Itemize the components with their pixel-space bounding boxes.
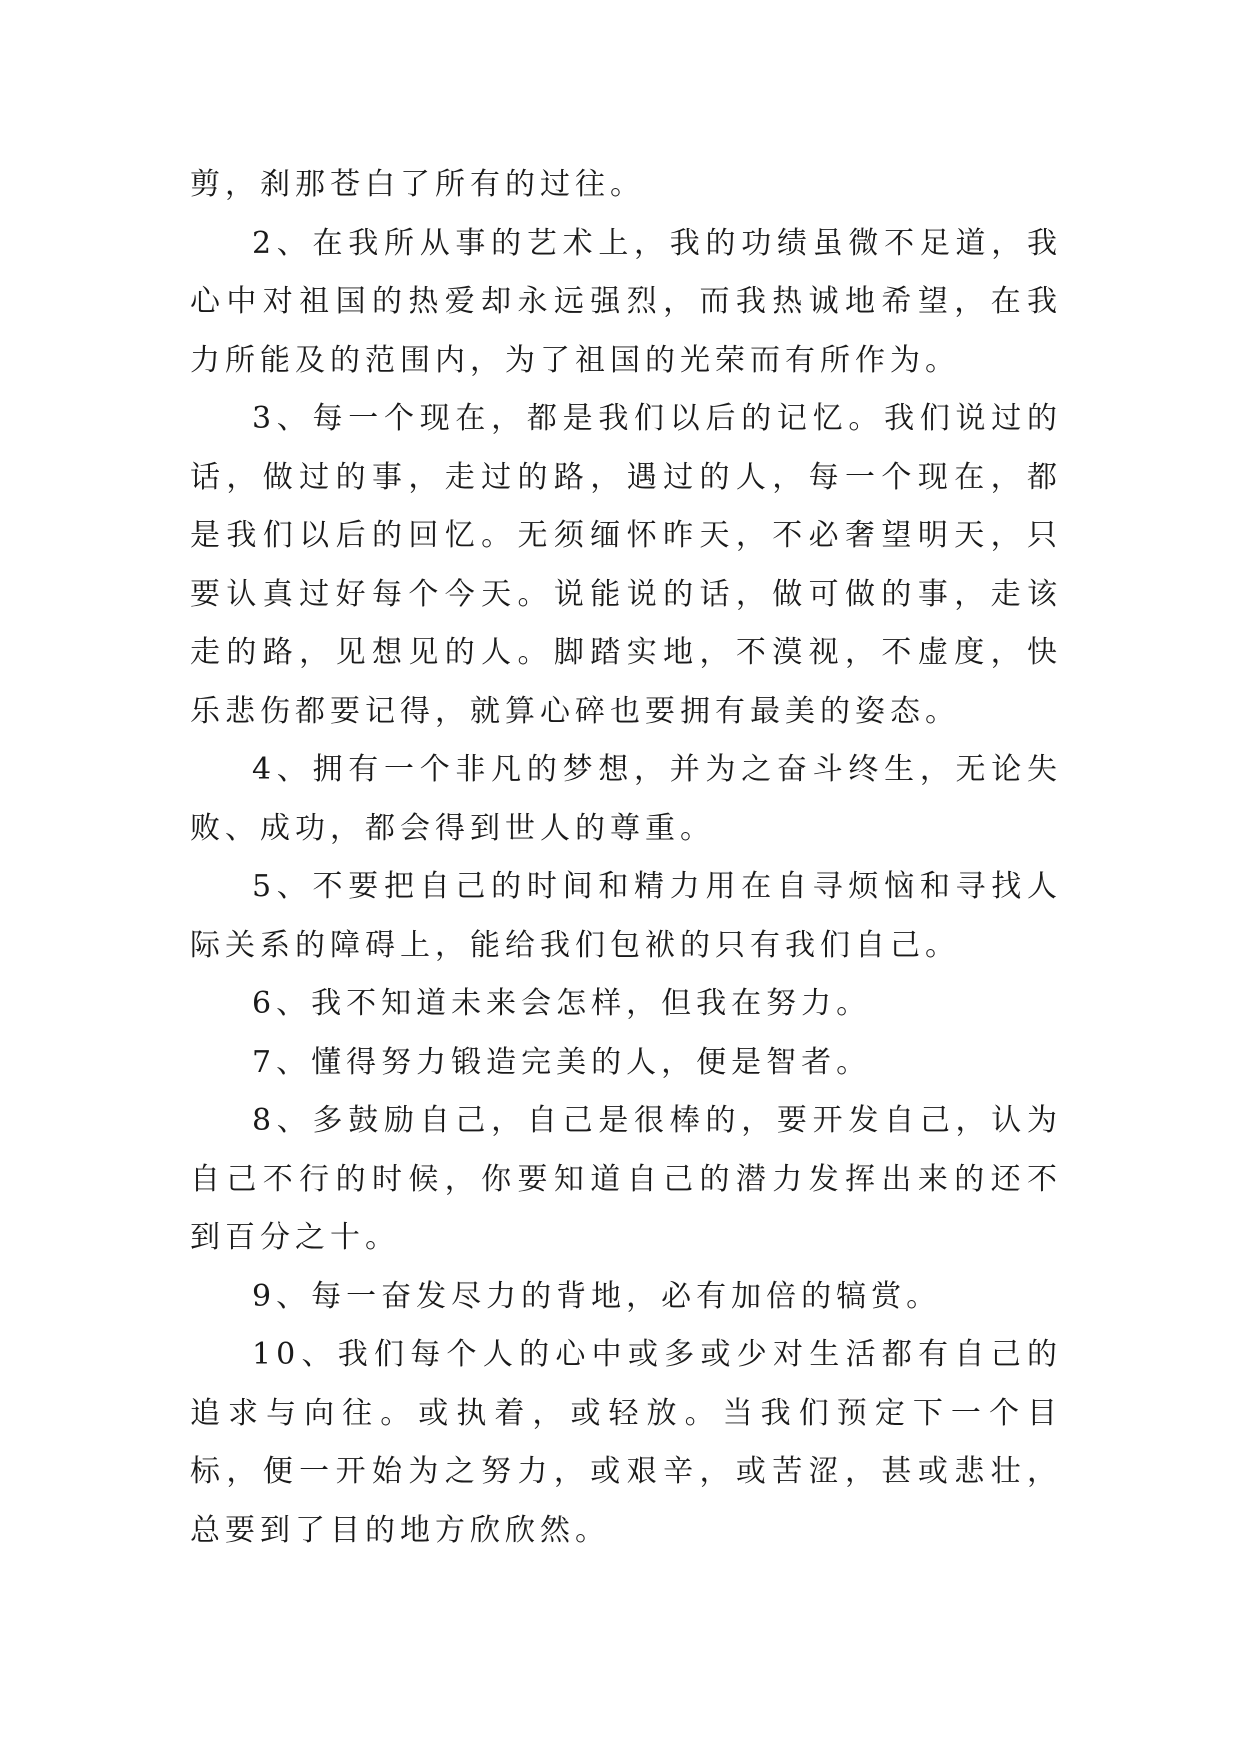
paragraph-quote-4: 4、拥有一个非凡的梦想，并为之奋斗终生，无论失败、成功，都会得到世人的尊重。: [190, 752, 1062, 846]
paragraph-quote-5: 5、不要把自己的时间和精力用在自寻烦恼和寻找人际关系的障碍上，能给我们包袱的只有我们自己。: [190, 869, 1062, 963]
paragraph-continuation: 剪，刹那苍白了所有的过往。: [190, 167, 645, 202]
paragraph-quote-2: 2、在我所从事的艺术上，我的功绩虽微不足道，我心中对祖国的热爱却永远强烈，而我热诚地希望，在我力所能及的范围内，为了祖国的光荣而有所作为。: [190, 225, 1062, 378]
paragraph-quote-9: 9、每一奋发尽力的背地，必有加倍的犒赏。: [252, 1278, 942, 1314]
paragraph-quote-3: 3、每一个现在，都是我们以后的记忆。我们说过的话，做过的事，走过的路，遇过的人，每一个现在，都是我们以后的回忆。无须缅怀昨天，不必奢望明天，只要认真过好每个今天。说能说的话，做可做的事，走该走的路，见想见的人。脚踏实地，不漠视，不虚度，快乐悲伤都要记得，就算心碎也要拥有最美的姿态。: [190, 401, 1062, 729]
paragraph-quote-7: 7、懂得努力锻造完美的人，便是智者。: [252, 1044, 872, 1080]
document-body: [190, 156, 1062, 1560]
paragraph-quote-6: 6、我不知道未来会怎样，但我在努力。: [252, 986, 872, 1021]
paragraph-quote-8: 8、多鼓励自己，自己是很棒的，要开发自己，认为自己不行的时候，你要知道自己的潜力发挥出来的还不到百分之十。: [190, 1103, 1062, 1255]
paragraph-quote-10: 10、我们每个人的心中或多或少对生活都有自己的追求与向往。或执着，或轻放。当我们预定下一个目标，便一开始为之努力，或艰辛，或苦涩，甚或悲壮，总要到了目的地方欣欣然。: [190, 1337, 1062, 1548]
